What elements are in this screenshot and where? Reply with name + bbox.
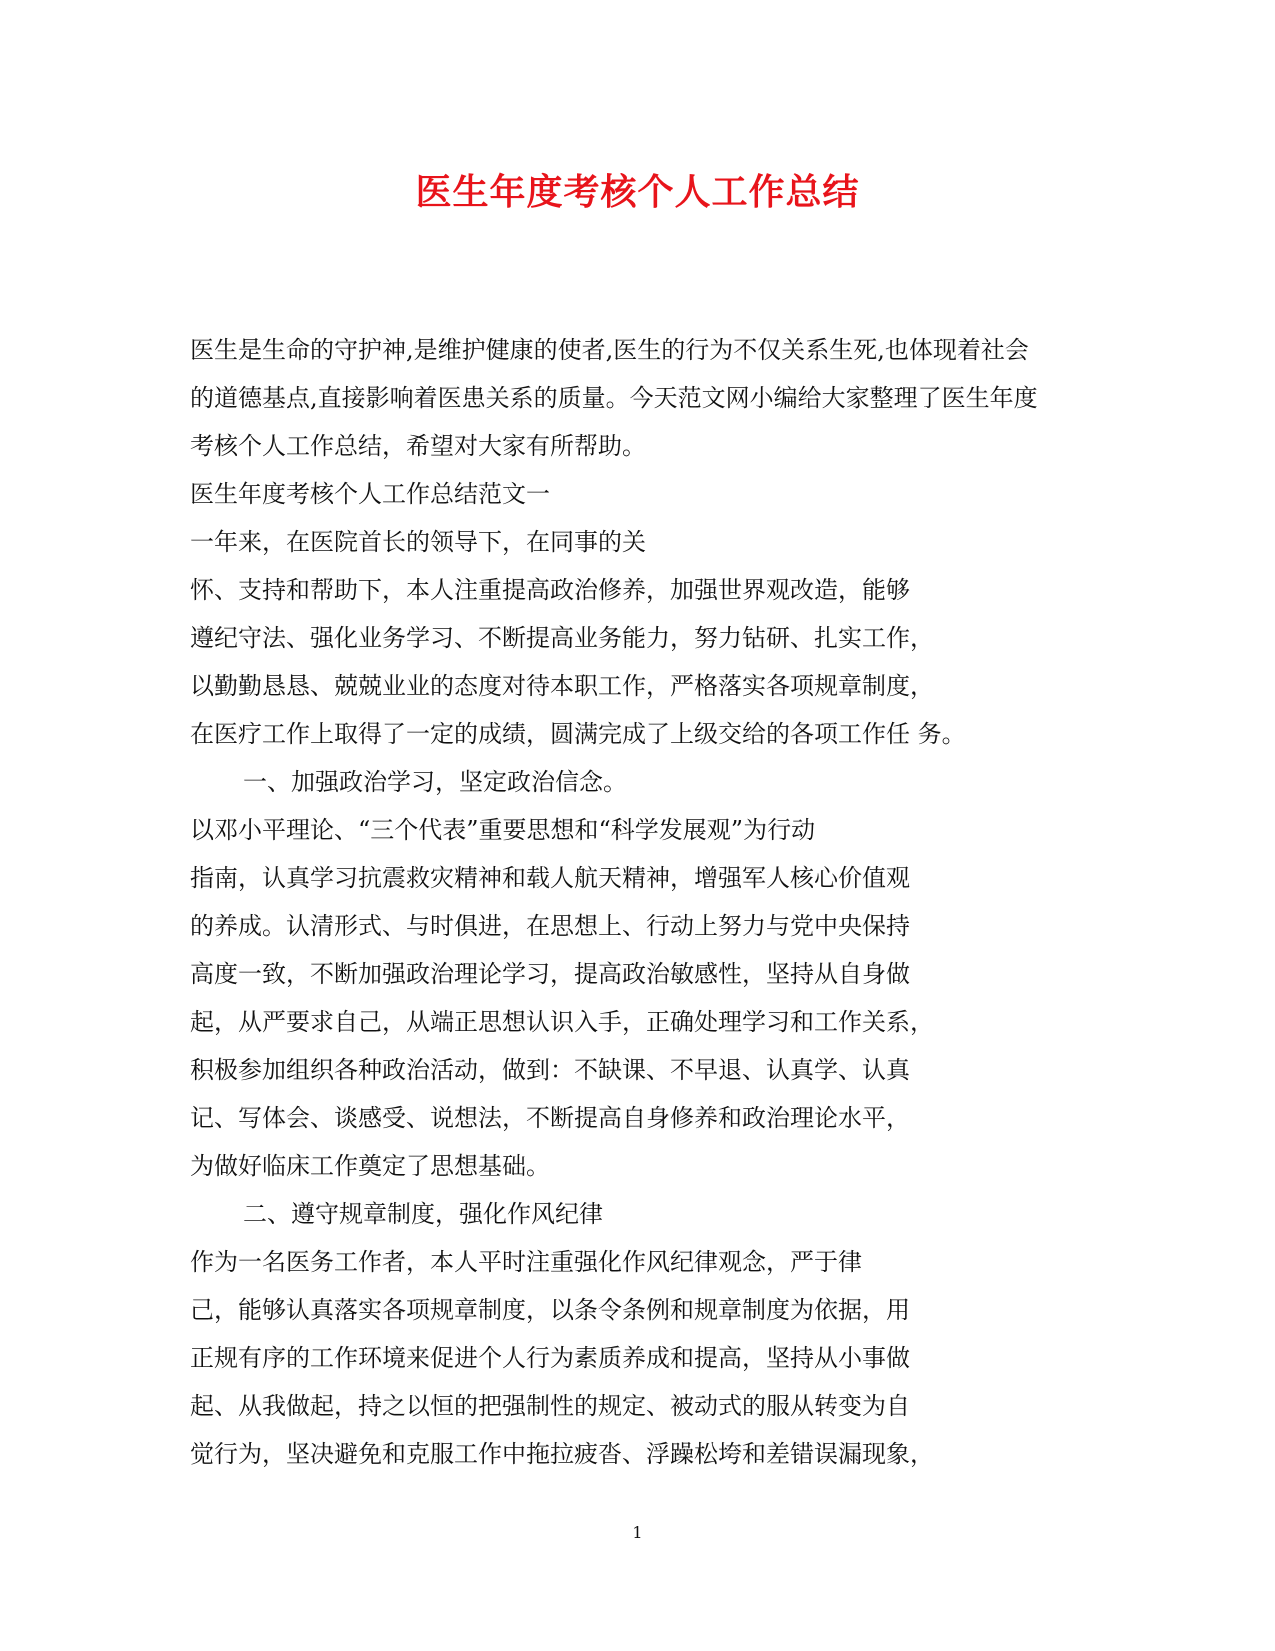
text-line: 医生是生命的守护神,是维护健康的使者,医生的行为不仅关系生死,也体现着社会 bbox=[190, 336, 1029, 364]
text-line: 觉行为，坚决避免和克服工作中拖拉疲沓、浮躁松垮和差错误漏现象， bbox=[190, 1440, 934, 1468]
text-line: 考核个人工作总结，希望对大家有所帮助。 bbox=[190, 432, 646, 460]
text-line: 为做好临床工作奠定了思想基础。 bbox=[190, 1152, 550, 1180]
text-line: 遵纪守法、强化业务学习、不断提高业务能力，努力钻研、扎实工作， bbox=[190, 624, 934, 652]
text-line: 起、从我做起，持之以恒的把强制性的规定、被动式的服从转变为自 bbox=[190, 1392, 910, 1420]
section-heading: 二、遵守规章制度，强化作风纪律 bbox=[243, 1200, 603, 1228]
text-line: 以邓小平理论、“三个代表”重要思想和“科学发展观”为行动 bbox=[190, 816, 816, 844]
text-line: 的养成。认清形式、与时俱进，在思想上、行动上努力与党中央保持 bbox=[190, 912, 910, 940]
text-line: 正规有序的工作环境来促进个人行为素质养成和提高，坚持从小事做 bbox=[190, 1344, 910, 1372]
text-line: 在医疗工作上取得了一定的成绩，圆满完成了上级交给的各项工作任 务。 bbox=[190, 720, 966, 748]
text-line: 己，能够认真落实各项规章制度，以条令条例和规章制度为依据，用 bbox=[190, 1296, 910, 1324]
page-number: 1 bbox=[632, 1523, 643, 1542]
text-line: 一年来，在医院首长的领导下，在同事的关 bbox=[190, 528, 646, 556]
text-line: 作为一名医务工作者，本人平时注重强化作风纪律观念，严于律 bbox=[190, 1248, 862, 1276]
section-heading: 一、加强政治学习，坚定政治信念。 bbox=[243, 768, 627, 796]
text-line: 怀、支持和帮助下，本人注重提高政治修养，加强世界观改造，能够 bbox=[190, 576, 910, 604]
text-line: 起，从严要求自己，从端正思想认识入手，正确处理学习和工作关系， bbox=[190, 1008, 934, 1036]
document-body bbox=[190, 326, 1090, 1478]
text-line: 高度一致，不断加强政治理论学习，提高政治敏感性，坚持从自身做 bbox=[190, 960, 910, 988]
text-line: 的道德基点,直接影响着医患关系的质量。今天范文网小编给大家整理了医生年度 bbox=[190, 384, 1038, 412]
text-line: 以勤勤恳恳、兢兢业业的态度对待本职工作，严格落实各项规章制度， bbox=[190, 672, 934, 700]
text-line: 积极参加组织各种政治活动，做到：不缺课、不早退、认真学、认真 bbox=[190, 1056, 910, 1084]
text-line: 指南，认真学习抗震救灾精神和载人航天精神，增强军人核心价值观 bbox=[190, 864, 910, 892]
document-title: 医生年度考核个人工作总结 bbox=[415, 171, 860, 213]
text-line: 记、写体会、谈感受、说想法，不断提高自身修养和政治理论水平， bbox=[190, 1104, 910, 1132]
text-line: 医生年度考核个人工作总结范文一 bbox=[190, 480, 550, 508]
